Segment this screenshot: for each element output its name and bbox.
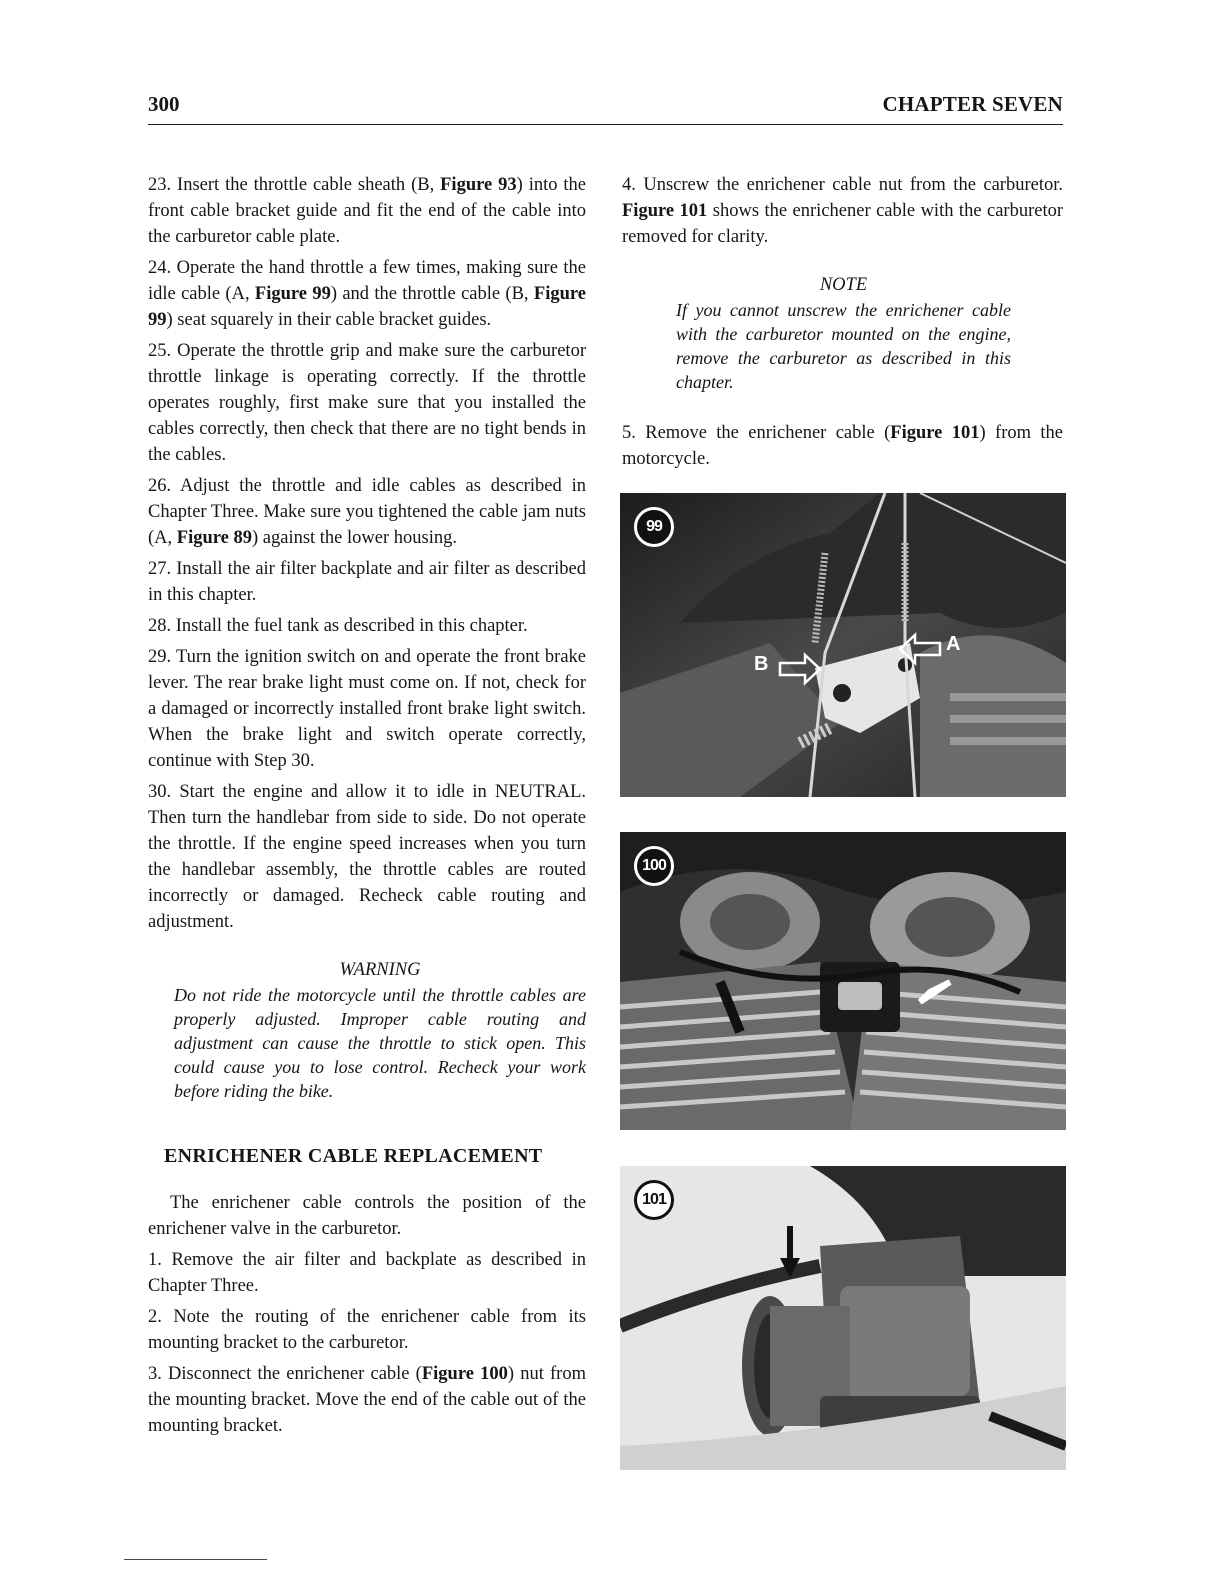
right-column <box>622 172 1063 477</box>
figure-ref: Figure 89 <box>176 528 252 548</box>
step-28: 28. Install the fuel tank as described in this chapter. <box>148 616 528 636</box>
step-23: 23. Insert the throttle cable sheath (B, Figure 93) into the front cable bracket guide and fit the end of the cable into the carburetor cable plate. <box>148 175 587 247</box>
step-30: 30. Start the engine and allow it to idle in NEUTRAL. Then turn the handlebar from side to side. Do not operate the throttle. If the engine speed increases when you turn the handlebar assembly, the throttle cables are routed incorrectly or damaged. Recheck cable routing and adjustment. <box>148 782 586 932</box>
step-27: 27. Install the air filter backplate and air filter as described in this chapter. <box>148 559 586 605</box>
enrichener-step-2: 2. Note the routing of the enrichener cable from its mounting bracket to the carburetor. <box>148 1307 586 1353</box>
figure-ref: Figure 101 <box>622 201 708 221</box>
figure-ref: Figure 99 <box>148 284 586 330</box>
enrichener-step-4: 4. Unscrew the enrichener cable nut from the carburetor. Figure 101 shows the enrichener cable with the carburetor removed for clarity. <box>622 175 1064 247</box>
figure-number-badge: 100 <box>634 846 674 886</box>
label-a: A <box>946 633 961 655</box>
figure-ref: Figure 100 <box>421 1364 508 1384</box>
enrichener-step-5: 5. Remove the enrichener cable (Figure 101) from the motorcycle. <box>622 423 1063 469</box>
step-25: 25. Operate the throttle grip and make sure the carburetor throttle linkage is operating correctly. If the throttle operates roughly, first make sure that you installed the cables correctly, then check that there are no tight bends in the cables. <box>148 341 586 465</box>
note-body: If you cannot unscrew the enrichener cable with the carburetor mounted on the engine, remove the carburetor as described in this chapter. <box>676 300 1011 392</box>
figure-ref: Figure 93 <box>440 175 517 195</box>
enrichener-step-3: 3. Disconnect the enrichener cable (Figure 100) nut from the mounting bracket. Move the end of the cable out of the mounting bracket. <box>148 1364 586 1436</box>
figure-number-badge: 99 <box>634 507 674 547</box>
throttle-cable-photo <box>620 493 1066 797</box>
left-column <box>148 172 586 1444</box>
figure-number-badge: 101 <box>634 1180 674 1220</box>
step-29: 29. Turn the ignition switch on and operate the front brake lever. The rear brake light must come on. If not, check for a damaged or incorrectly installed front brake light switch. When the brake light and switch operate correctly, continue with Step 30. <box>148 647 586 771</box>
chapter-title: CHAPTER SEVEN <box>882 92 1063 116</box>
section-heading: ENRICHENER CABLE REPLACEMENT <box>164 1145 543 1167</box>
note-title: NOTE <box>819 275 868 295</box>
figure-ref: Figure 101 <box>890 423 980 443</box>
warning-title: WARNING <box>339 960 421 980</box>
figure-ref: Figure 99 <box>254 284 331 304</box>
warning-callout <box>174 957 586 1103</box>
enrichener-step-1: 1. Remove the air filter and backplate as described in Chapter Three. <box>148 1250 586 1296</box>
engine-enrichener-photo <box>620 832 1066 1130</box>
page-number: 300 <box>148 92 180 116</box>
label-b: B <box>754 653 769 675</box>
footer-link-underline <box>124 1559 267 1560</box>
step-24: 24. Operate the hand throttle a few times, making sure the idle cable (A, Figure 99) and the throttle cable (B, Figure 99) seat squarely in their cable bracket guides. <box>148 258 586 330</box>
carburetor-cable-photo <box>620 1166 1066 1470</box>
page-header <box>148 92 1063 125</box>
section-intro: The enrichener cable controls the position of the enrichener valve in the carburetor. <box>148 1193 586 1239</box>
step-26: 26. Adjust the throttle and idle cables as described in Chapter Three. Make sure you tightened the cable jam nuts (A, Figure 89) against the lower housing. <box>148 476 586 548</box>
warning-body: Do not ride the motorcycle until the throttle cables are properly adjusted. Improper cable routing and adjustment can cause the throttle to stick open. This could cause you to lose control. Recheck your work before riding the bike. <box>174 985 586 1101</box>
figure-100-photo <box>620 832 1066 1130</box>
figure-99-photo <box>620 493 1066 797</box>
note-callout <box>676 272 1011 394</box>
figure-101-photo <box>620 1166 1066 1470</box>
